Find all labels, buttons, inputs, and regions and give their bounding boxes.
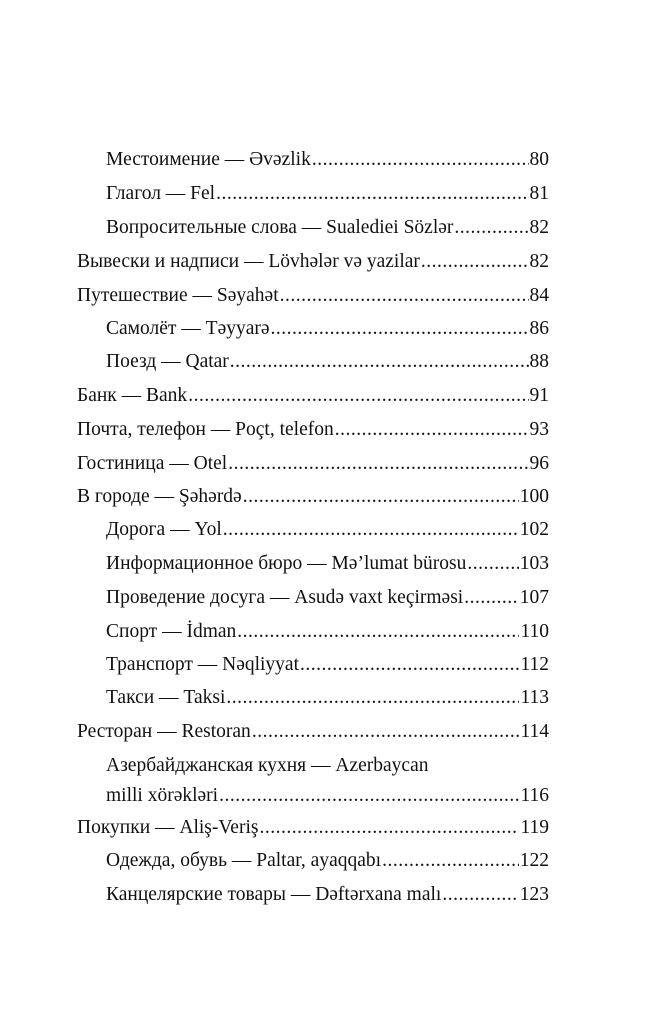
dot-leader	[237, 620, 519, 644]
toc-entry-label: Самолёт — Təyyarə	[106, 318, 270, 339]
toc-entry-page: 102	[519, 519, 549, 540]
dot-leader	[271, 317, 529, 341]
toc-entry-question-words	[106, 216, 549, 240]
toc-entry-page: 107	[519, 587, 549, 608]
dot-leader	[243, 485, 519, 509]
dot-leader	[442, 883, 518, 907]
dot-leader	[312, 148, 529, 172]
toc-entry-label: Такси — Taksi	[106, 687, 226, 708]
toc-entry-label: Проведение досуга — Asudə vaxt keçirməsi	[106, 587, 464, 608]
dot-leader	[382, 849, 519, 873]
dot-leader	[223, 518, 519, 542]
toc-entry-label: Одежда, обувь — Paltar, ayaqqabı	[106, 850, 382, 871]
dot-leader	[454, 216, 528, 240]
toc-entry-page: 119	[520, 817, 549, 838]
toc-entry-hotel	[77, 452, 549, 476]
toc-entry-clothing	[106, 849, 549, 873]
toc-entry-page: 103	[519, 553, 549, 574]
toc-entry-page: 81	[529, 183, 549, 204]
toc-entry-page: 82	[529, 251, 549, 272]
toc-entry-label: Глагол — Fel	[106, 183, 216, 204]
toc-entry-label: Канцелярские товары — Dəftərxana malı	[106, 884, 442, 905]
toc-entry-label: Азербайджанская кухня — Azerbaycan	[106, 755, 429, 776]
toc-entry-signs	[77, 250, 549, 274]
toc-entry-page: 110	[520, 621, 549, 642]
toc-entry-page: 122	[519, 850, 549, 871]
toc-entry-taxi	[106, 686, 549, 710]
toc-entry-continuation	[106, 784, 549, 808]
toc-entry-verb	[106, 182, 549, 206]
dot-leader	[228, 452, 528, 476]
toc-entry-page: 96	[529, 453, 549, 474]
toc-entry-stationery	[106, 883, 549, 907]
toc-entry-page: 84	[529, 285, 549, 306]
toc-entry-travel	[77, 284, 549, 308]
toc-entry-label: Информационное бюро — Mə’lumat bürosu	[106, 553, 467, 574]
toc-entry-road	[106, 518, 549, 542]
dot-leader	[335, 418, 529, 442]
toc-entry-label: Транспорт — Nəqliyyat	[106, 654, 300, 675]
toc-entry-page: 91	[529, 385, 549, 406]
dot-leader	[252, 720, 520, 744]
dot-leader	[216, 182, 528, 206]
toc-entry-label: Покупки — Aliş-Veriş	[77, 817, 259, 838]
dot-leader	[188, 384, 528, 408]
toc-entry-page: 112	[520, 654, 549, 675]
toc-entry-label: Спорт — İdman	[106, 621, 237, 642]
toc-entry-airplane	[106, 317, 549, 341]
toc-entry-label: Ресторан — Restoran	[77, 721, 251, 742]
toc-entry-label: Дорога — Yol	[106, 519, 222, 540]
dot-leader	[226, 686, 519, 710]
toc-entry-label-cont: milli xörəkləri	[106, 785, 219, 806]
toc-entry-page: 93	[529, 419, 549, 440]
toc-entry-page: 100	[519, 486, 549, 507]
toc-entry-label: В городе — Şəhərdə	[77, 486, 242, 507]
toc-entry-page: 80	[529, 149, 549, 170]
dot-leader	[467, 552, 518, 576]
toc-entry-label: Вопросительные слова — Sualediei Sözlər	[106, 217, 454, 238]
toc-entry-page: 86	[529, 318, 549, 339]
dot-leader	[230, 350, 529, 374]
dot-leader	[219, 784, 519, 808]
toc-entry-post	[77, 418, 549, 442]
toc-entry-bank	[77, 384, 549, 408]
toc-entry-train	[106, 350, 549, 374]
toc-entry-label: Банк — Bank	[77, 385, 188, 406]
toc-entry-page: 114	[520, 721, 549, 742]
toc-entry-shopping	[77, 816, 549, 840]
toc-entry-pronoun	[106, 148, 549, 172]
toc-entry-label: Поезд — Qatar	[106, 351, 229, 372]
toc-entry-label: Местоимение — Əvəzlik	[106, 149, 311, 170]
dot-leader	[259, 816, 519, 840]
toc-entry-transport	[106, 653, 549, 677]
toc-entry-restaurant	[77, 720, 549, 744]
dot-leader	[300, 653, 519, 677]
toc-entry-city	[77, 485, 549, 509]
toc-entry-sport	[106, 620, 549, 644]
dot-leader	[280, 284, 529, 308]
toc-entry-page: 113	[520, 687, 549, 708]
dot-leader	[421, 250, 529, 274]
toc-entry-page: 82	[529, 217, 549, 238]
toc-entry-label: Гостиница — Otel	[77, 453, 228, 474]
toc-entry-leisure	[106, 586, 549, 610]
toc-entry-page: 123	[519, 884, 549, 905]
dot-leader	[464, 586, 519, 610]
toc-entry-azerbaijani-cuisine	[106, 754, 549, 808]
toc-entry-info-bureau	[106, 552, 549, 576]
toc-entry-label: Почта, телефон — Poçt, telefon	[77, 419, 334, 440]
toc-entry-label: Путешествие — Səyahət	[77, 285, 279, 306]
toc-entry-label: Вывески и надписи — Lövhələr və yazilar	[77, 251, 420, 272]
toc-entry-page: 116	[520, 785, 549, 806]
toc-entry-page: 88	[529, 351, 549, 372]
